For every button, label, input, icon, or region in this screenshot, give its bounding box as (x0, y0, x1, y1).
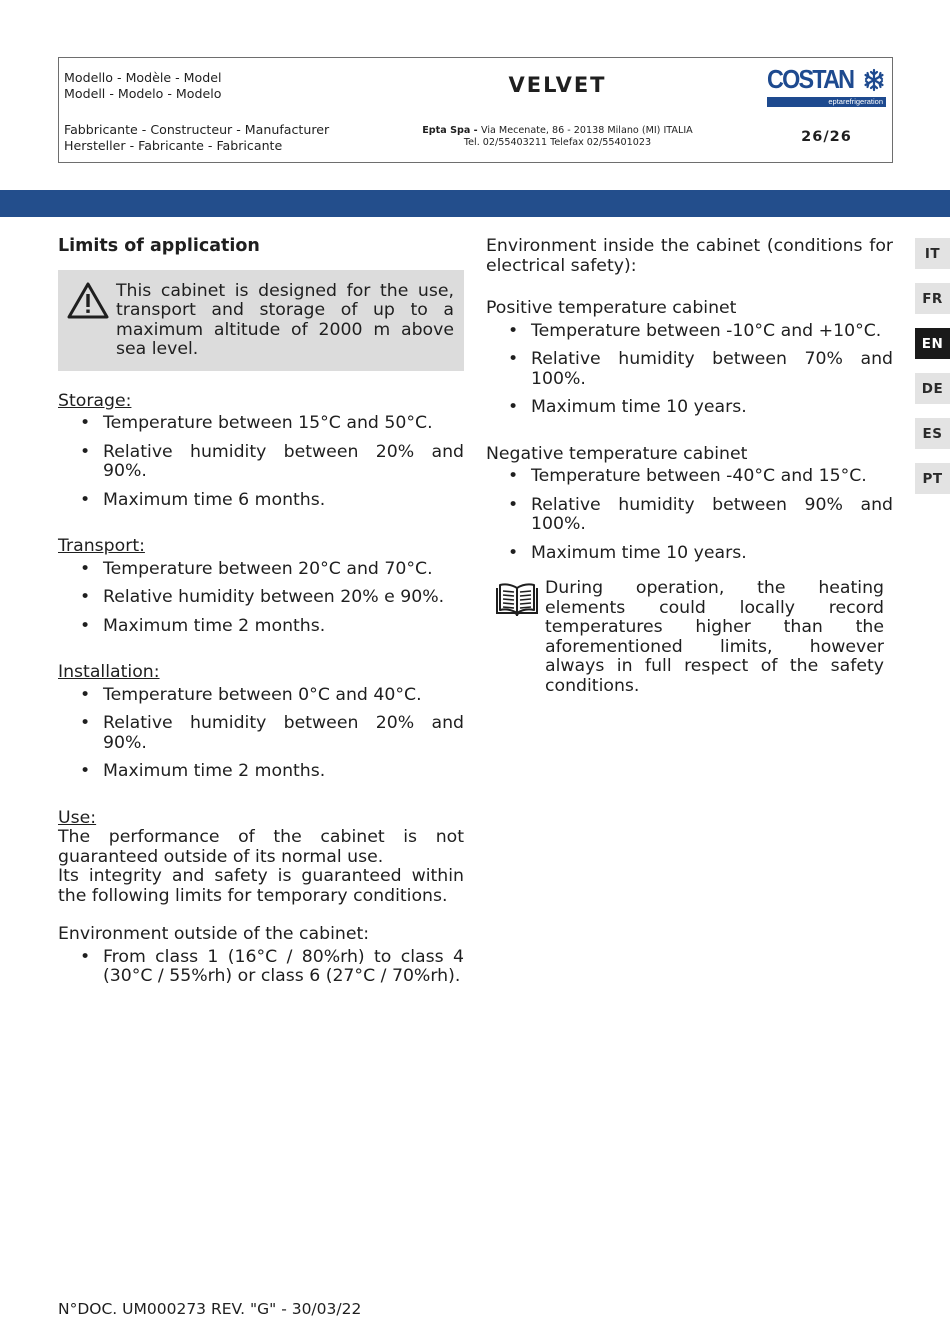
list-item: • Temperature between -40°C and 15°C. (486, 467, 893, 487)
list-item: • Temperature between -10°C and +10°C. (486, 322, 893, 342)
logo-wordmark: COSTAN (767, 64, 854, 94)
manufacturer-label-line1: Fabbricante - Constructeur - Manufacturer (64, 122, 330, 137)
note-box (486, 579, 893, 696)
transport-list (58, 560, 464, 637)
list-item: • Temperature between 20°C and 70°C. (58, 560, 464, 580)
model-label-line2: Modell - Modelo - Modelo (64, 85, 222, 101)
use-heading: Use: (58, 807, 97, 828)
model-name: VELVET (508, 73, 607, 97)
installation-list (58, 686, 464, 782)
negative-cabinet-list (486, 467, 893, 563)
model-label-cell (59, 58, 354, 112)
tab-language-en[interactable]: EN (915, 328, 950, 359)
warning-triangle-icon (66, 281, 110, 321)
manufacturer-address-line (422, 125, 692, 137)
list-item: • Maximum time 10 years. (486, 398, 893, 418)
tab-language-fr[interactable]: FR (915, 283, 950, 314)
transport-heading: Transport: (58, 536, 145, 556)
environment-inside-intro: Environment inside the cabinet (conditions for electrical safety): (486, 236, 893, 276)
document-number: N°DOC. UM000273 REV. "G" - 30/03/22 (58, 1300, 362, 1318)
section-title: Limits of application (58, 236, 260, 256)
list-item: • Maximum time 6 months. (58, 491, 464, 511)
manufacturer-address: Via Mecenate, 86 - 20138 Milano (MI) ITALIA (480, 125, 693, 136)
installation-heading: Installation: (58, 662, 160, 682)
list-item: • From class 1 (16°C / 80%rh) to class 4 (30°C / 55%rh) or class 6 (27°C / 70%rh). (58, 948, 464, 987)
list-item: • Relative humidity between 20% e 90%. (58, 588, 464, 608)
snowflake-icon (863, 68, 885, 92)
manufacturer-label-line2: Hersteller - Fabricante - Fabricante (64, 137, 283, 153)
list-item: • Temperature between 15°C and 50°C. (58, 414, 464, 434)
tab-language-pt[interactable]: PT (915, 463, 950, 494)
page-number: 26/26 (801, 129, 852, 145)
warning-text: This cabinet is designed for the use, transport and storage of up to a maximum altitude of 2000 m above sea level. (116, 280, 454, 359)
section-band (0, 190, 950, 217)
list-item: • Relative humidity between 20% and 90%. (58, 714, 464, 753)
list-item: • Maximum time 10 years. (486, 544, 893, 564)
storage-heading: Storage: (58, 390, 132, 411)
negative-cabinet-heading: Negative temperature cabinet (486, 443, 748, 464)
list-item: • Maximum time 2 months. (58, 762, 464, 782)
warning-box (58, 270, 464, 371)
manufacturer-contact: Tel. 02/55403211 Telefax 02/55401023 (463, 137, 652, 148)
positive-cabinet-heading: Positive temperature cabinet (486, 298, 737, 318)
manufacturer-label-cell (59, 112, 354, 162)
logo-tagline: eptarefrigeration (767, 97, 886, 107)
tab-language-de[interactable]: DE (915, 373, 950, 404)
brand-logo-cell (761, 58, 892, 112)
costan-logo (767, 63, 886, 107)
manufacturer-name: Epta Spa - (422, 125, 481, 136)
document-header (58, 57, 893, 163)
environment-outside-heading: Environment outside of the cabinet: (58, 924, 370, 944)
list-item: • Maximum time 2 months. (58, 617, 464, 637)
storage-list (58, 414, 464, 510)
left-column (58, 237, 464, 1014)
list-item: • Relative humidity between 70% and 100%. (486, 350, 893, 389)
list-item: • Temperature between 0°C and 40°C. (58, 686, 464, 706)
right-column (486, 237, 893, 696)
tab-language-es[interactable]: ES (915, 418, 950, 449)
environment-outside-list (58, 948, 464, 987)
use-text-2: Its integrity and safety is guaranteed within the following limits for temporary conditions. (58, 866, 464, 906)
tab-language-it[interactable]: IT (915, 238, 950, 269)
model-label-line1: Modello - Modèle - Model (64, 70, 222, 85)
language-tabs (915, 238, 950, 508)
positive-cabinet-list (486, 322, 893, 418)
book-icon (494, 583, 540, 617)
use-text-1: The performance of the cabinet is not guaranteed outside of its normal use. (58, 827, 464, 867)
list-item: • Relative humidity between 90% and 100%. (486, 496, 893, 535)
list-item: • Relative humidity between 20% and 90%. (58, 443, 464, 482)
note-text: During operation, the heating elements could locally record temperatures higher than the aforementioned limits, however always in full respect of the safety conditions. (545, 578, 884, 696)
manufacturer-info (354, 112, 761, 162)
